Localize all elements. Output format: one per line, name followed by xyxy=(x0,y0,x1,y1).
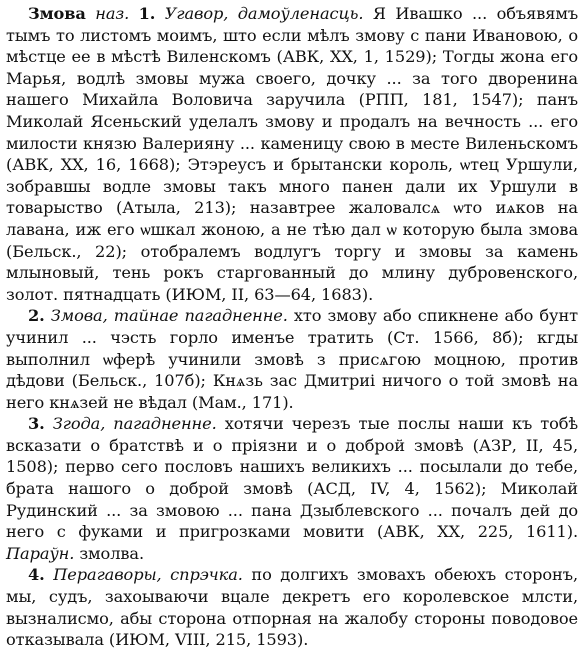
sense-2-paragraph xyxy=(6,305,578,413)
sense-3-paragraph xyxy=(6,413,578,564)
sense-1-gloss: Угавор, дамоўленасць. xyxy=(164,4,364,23)
sense-1-paragraph xyxy=(6,3,578,305)
sense-4-citations: по долгихъ змовахъ обеюхъ сторонъ, мы, судъ, захоываючи вцале декретъ его королевское млсти, вызналисмо, абы сторона отпорная на жалобу стороны поводовое отказывала (ИЮМ, VIII, 215, 1593). xyxy=(6,565,578,650)
sense-3-gloss: Згода, пагадненне. xyxy=(52,414,217,434)
sense-3-citations: хотячи черезъ тые послы наши къ тобѣ всказати о братствѣ и о пріязни и о доброй змовѣ (АЗР, II, 45, 1508); перво сего пословъ нашихъ великихъ ... посылали до тебе, брата нашого о доброй змовѣ (АСД, IV, 4, 1562); Миколай Рудинский ... за змовою ... пана Дзыблевского ... почалъ дей до него с фуками и пригрозками мовити (АВК, XX, 225, 1611). xyxy=(6,414,579,542)
headword: Змова xyxy=(28,4,86,23)
sense-4-paragraph xyxy=(6,564,578,650)
sense-4-gloss: Перагаворы, спрэчка. xyxy=(53,565,243,585)
compare-label: Параўн. xyxy=(6,543,75,563)
part-of-speech: наз. xyxy=(95,4,130,23)
sense-1-number: 1. xyxy=(138,4,156,23)
sense-4-number: 4. xyxy=(28,565,45,585)
compare-reference: змолва. xyxy=(79,543,144,563)
sense-3-number: 3. xyxy=(28,414,45,434)
sense-1-citations: Я Ивашко ... объявямъ тымъ то листомъ моимъ, што если мѣлъ змову с пани Ивановою, о мѣстце ее в мѣстѣ Виленскомъ (АВК, XX, 1, 1529); Тогды жона его Марья, водлѣ змовы мужа своего, дочку ... за того дворенина нашего Михайла Воловича заручила (РПП, 181, 1547); панъ Миколай Ясеньский уделалъ змову и продалъ на вечность ... его милости князю Валерияну ... каменицу свою в месте Виленьскомъ (АВК, XX, 16, 1668); Этэреусъ и брытански король, ѡтец Уршули, зобравшы водле змовы такъ много панен дали их Уршули в товарыство (Атыла, 213); назавтрее жаловалсѧ ѡто иѧков на лавана, иж его ѡшкал жоною, а не тѣю дал ѡ которую была змова (Бельск., 22); отобралемъ водлугъ торгу и змовы за камень млыновый, тень рокъ старгованный до млину дубровенского, золот. пятнадцать (ИЮМ, II, 63—64, 1683). xyxy=(6,4,579,304)
sense-2-number: 2. xyxy=(28,306,45,326)
sense-2-gloss: Змова, тайнае пагадненне. xyxy=(50,306,288,326)
sense-2-citations: хто змову або спикнене або бунт учинил ... чэсть горло именъе тратить (Ст. 1566, 8б); кгды выполнил ѡферѣ учинили змовѣ з присѧгою моцною, против дѣдови (Бельск., 107б); Кнѧзь зас Дмитриі ничого о той змовѣ на него кнѧзей не вѣдал (Мам., 171). xyxy=(6,306,579,412)
